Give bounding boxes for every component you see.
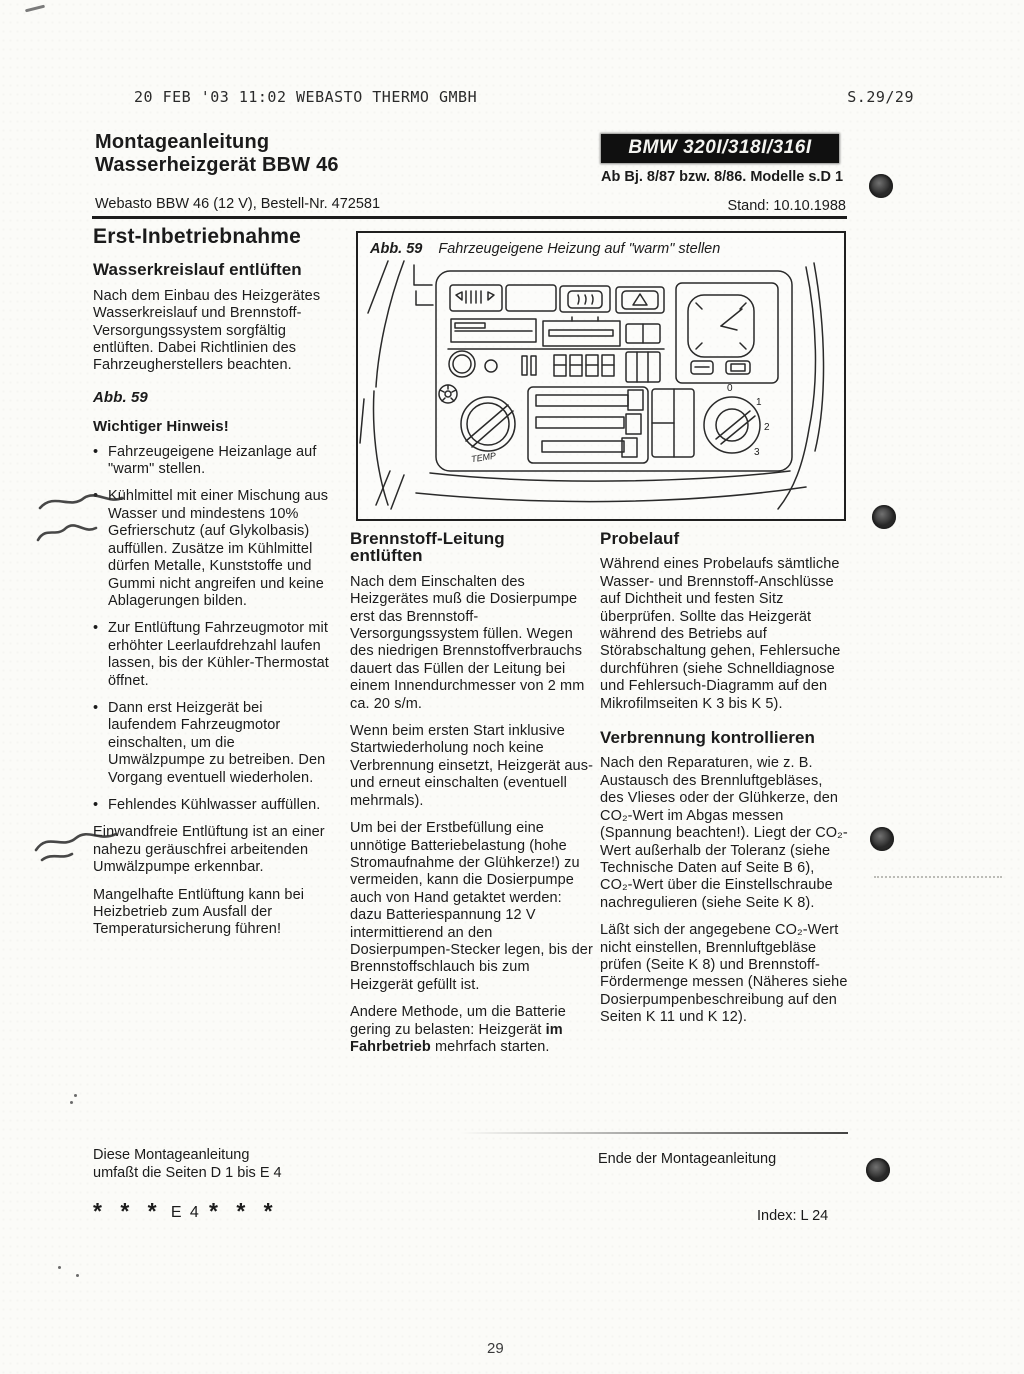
figure-59-box	[356, 231, 846, 521]
list-item	[93, 797, 331, 814]
paragraph: Um bei der Erstbefüllung eine unnötige Batteriebelastung (hohe Stromaufnahme der Glühkerze!) zu vermeiden, kann die Dosierpumpe auch von Hand getaktet werden: dazu Batteriespannung 12 V intermittierend an den Dosierpumpen-Stecker legen, bis der Brennstoffschlauch bis zum Heizgerät gefüllt ist.	[350, 820, 593, 993]
emphasized-text: im Fahrbetrieb	[350, 1021, 563, 1055]
fan-mark-3: 3	[754, 447, 760, 458]
paragraph: Nach dem Einschalten des Heizgerätes muß die Dosierpumpe erst das Brennstoff-Versorgungssystem füllen. Wegen des niedrigen Brennstoffverbrauchs dauert das Füllen der Leitung bei einem Innendurchmesser von 2 mm ca. 20 s/m.	[350, 573, 585, 712]
paragraph-text: mehrfach starten.	[430, 1038, 550, 1055]
paragraph: Einwandfreie Entlüftung ist an einer nahezu geräuschfrei arbeitenden Umwälzpumpe erkennbar.	[93, 824, 325, 876]
fax-header-left: 20 FEB '03 11:02 WEBASTO THERMO GMBH	[134, 88, 478, 106]
handwriting-smudge	[32, 816, 142, 864]
subsection-title-wasserkreislauf: Wasserkreislauf entlüften	[93, 260, 302, 280]
footer-scope-note	[93, 1146, 282, 1182]
bullet-marker: •	[93, 620, 99, 637]
right-column	[600, 530, 848, 1037]
list-item	[93, 444, 331, 479]
speck-artifact	[74, 1094, 77, 1097]
page-code: E 4	[170, 1204, 201, 1221]
punch-hole-artifact	[869, 174, 893, 198]
figure-caption	[358, 233, 844, 259]
document-title-line2: Wasserheizgerät BBW 46	[95, 154, 339, 176]
bullet-marker: •	[93, 443, 99, 460]
paragraph: Nach den Reparaturen, wie z. B. Austausch des Brennluftgebläses, des Vlieses oder der Glühkerze, den CO₂-Wert im Abgas messen (Spannung beachten!). Liegt der CO₂-Wert außerhalb der Toleranz (siehe Technische Daten auf Seite B 6), CO₂-Wert über die Einstellschraube nachregulieren (siehe Seite K 8).	[600, 755, 848, 911]
paragraph: Wenn beim ersten Start inklusive Startwiederholung noch keine Verbrennung einsetzt, Heizgerät aus- und erneut einschalten (eventuell mehrmals).	[350, 723, 593, 809]
paragraph-text: Andere Methode, um die Batterie gering zu belasten: Heizgerät	[350, 1004, 566, 1038]
stars-right: * * *	[209, 1198, 279, 1224]
speck-artifact	[58, 1266, 61, 1269]
end-of-manual-note: Ende der Montageanleitung	[598, 1151, 777, 1167]
footer-rule-fragment	[460, 1132, 848, 1134]
order-number-line: Webasto BBW 46 (12 V), Bestell-Nr. 472581	[95, 196, 381, 212]
scan-mark	[25, 5, 45, 13]
temp-knob-label: TEMP	[470, 450, 497, 465]
section-title: Erst-Inbetriebnahme	[93, 225, 302, 248]
paragraph: Nach dem Einbau des Heizgerätes Wasserkreislauf und Brennstoff-Versorgungssystem sorgfältig entlüften. Dabei Richtlinien des Fahrzeugherstellers beachten.	[93, 287, 321, 374]
document-title	[95, 131, 339, 177]
list-item-text: Fehlendes Kühlwasser auffüllen.	[108, 796, 321, 813]
important-note-heading: Wichtiger Hinweis!	[93, 418, 229, 436]
bullet-marker: •	[93, 488, 99, 505]
list-item-text: Dann erst Heizgerät bei laufendem Fahrzeugmotor einschalten, um die Umwälzpumpe zu betreiben. Den Vorgang eventuell wiederholen.	[108, 699, 326, 786]
bullet-marker: •	[93, 699, 99, 716]
list-item-text: Fahrzeugeigene Heizanlage auf "warm" stellen.	[108, 443, 317, 478]
paragraph	[350, 1004, 593, 1056]
figure-reference: Abb. 59	[93, 388, 148, 406]
index-label: Index: L 24	[757, 1208, 829, 1224]
figure-caption-text: Fahrzeugeigene Heizung auf "warm" stellen	[438, 241, 721, 257]
fan-mark-0: 0	[727, 383, 733, 394]
paragraph: Während eines Probelaufs sämtliche Wasser- und Brennstoff-Anschlüsse auf Dichtheit und festen Sitz überprüfen. Sollte das Heizgerät während des Betriebs auf Störabschaltung gehen, Fehlersuche durchführen (siehe Schnelldiagnose und Fehlersuch-Diagramm auf den Mikrofilmseiten K 3 bis K 5).	[600, 556, 841, 712]
middle-column	[350, 530, 593, 1066]
model-badge: BMW 320I/318I/316I	[601, 134, 839, 163]
page-number: 29	[487, 1340, 504, 1357]
stars-left: * * *	[93, 1198, 163, 1224]
punch-hole-artifact	[866, 1158, 890, 1182]
handwriting-smudge	[36, 488, 148, 552]
bullet-marker: •	[93, 796, 99, 813]
paragraph: Läßt sich der angegebene CO₂-Wert nicht einstellen, Brennluftgebläse prüfen (Seite K 8) und Brennstoff-Fördermenge messen (Näheres siehe Dosierpumpenbeschreibung auf den Seiten K 11 und K 12).	[600, 922, 848, 1026]
punch-hole-artifact	[870, 827, 894, 851]
header-rule	[92, 216, 847, 219]
page-code-stars	[93, 1198, 279, 1225]
subsection-title-probelauf: Probelauf	[600, 529, 680, 548]
list-item	[93, 700, 331, 787]
model-note: Ab Bj. 8/87 bzw. 8/86. Modelle s.D 1	[601, 169, 844, 185]
fan-mark-1: 1	[756, 397, 762, 408]
list-item-text: Zur Entlüftung Fahrzeugmotor mit erhöhter Leerlaufdrehzahl laufen lassen, bis der Kühler-Thermostat öffnet.	[108, 620, 329, 689]
list-item	[93, 620, 331, 690]
list-item-text: Kühlmittel mit einer Mischung aus Wasser und mindestens 10% Gefrierschutz (auf Glykolbasis) auffüllen. Zusätze im Kühlmittel dürfen Metalle, Kunststoffe und Gummi nicht angreifen und keine Ablagerungen bilden.	[108, 488, 329, 609]
dotted-line-artifact	[874, 876, 1002, 878]
footer-scope-line1: Diese Montageanleitung	[93, 1147, 250, 1163]
figure-caption-label: Abb. 59	[370, 241, 423, 257]
dashboard-figure	[358, 259, 844, 513]
warning-paragraph: Mangelhafte Entlüftung kann bei Heizbetrieb zum Ausfall der Temperatursicherung führen!	[93, 886, 305, 938]
footer-scope-line2: umfaßt die Seiten D 1 bis E 4	[93, 1165, 282, 1181]
punch-hole-artifact	[872, 505, 896, 529]
subsection-title-brennstoff: Brennstoff-Leitung entlüften	[350, 529, 505, 566]
document-title-line1: Montageanleitung	[95, 131, 270, 153]
subsection-title-verbrennung: Verbrennung kontrollieren	[600, 728, 816, 748]
speck-artifact	[70, 1101, 73, 1104]
speck-artifact	[76, 1274, 79, 1277]
fax-page-indicator: S.29/29	[847, 88, 914, 106]
fan-mark-2: 2	[764, 422, 770, 433]
revision-date: Stand: 10.10.1988	[727, 198, 846, 214]
